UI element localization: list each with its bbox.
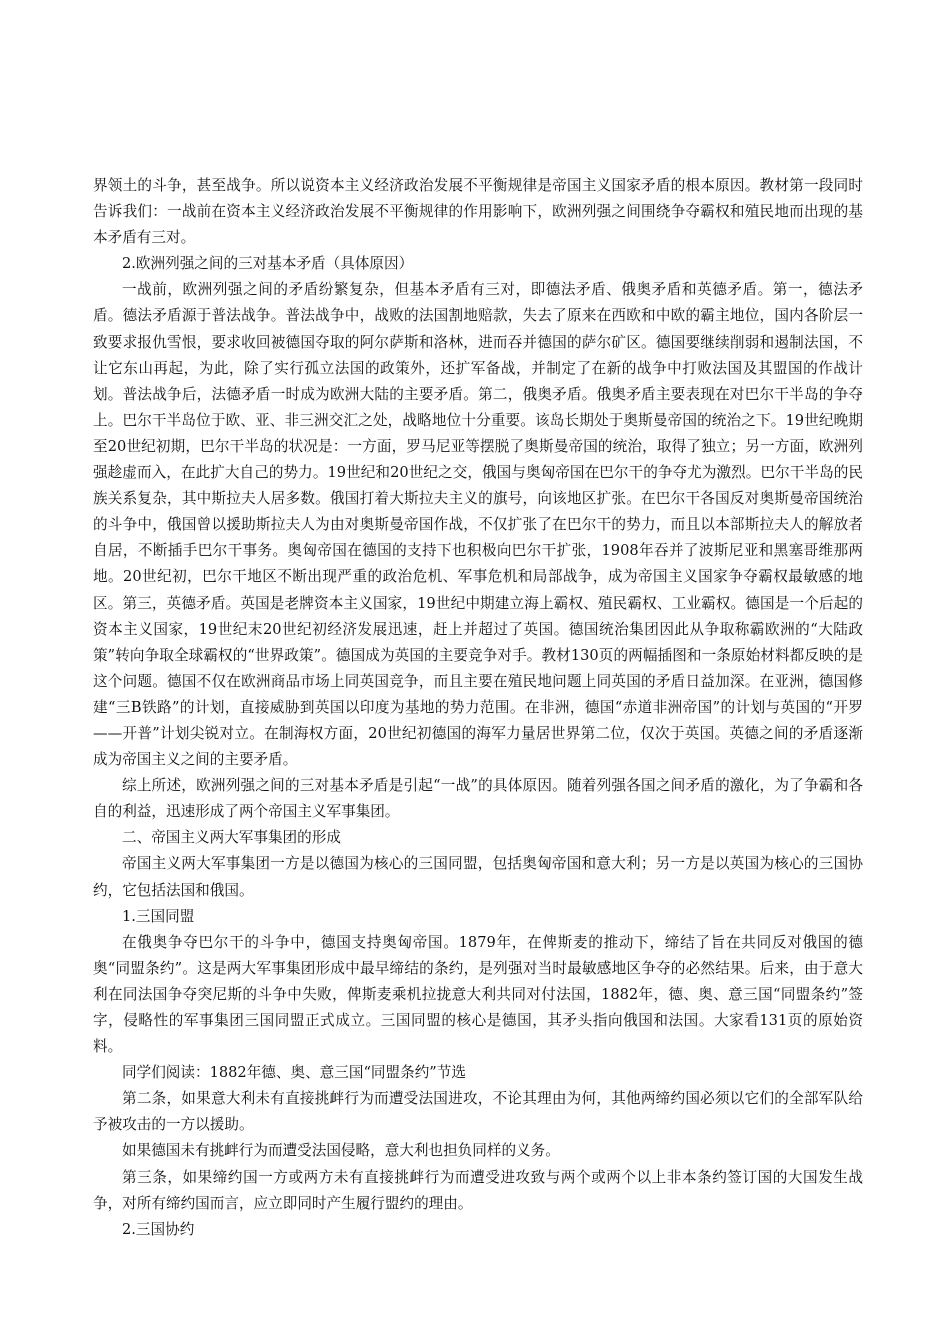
subheading-triple-entente: 2.三国协约 — [122, 1220, 195, 1238]
subheading-three-contradictions: 2.欧洲列强之间的三对基本矛盾（具体原因） — [122, 255, 414, 273]
subheading-triple-alliance: 1.三国同盟 — [122, 907, 195, 925]
paragraph-treaty-article-2: 第二条，如果意大利未有直接挑衅行为而遭受法国进攻，不论其理由为何，其他两缔约国必须以它们的全部军队给予被攻击的一方以援助。 — [93, 1090, 863, 1134]
paragraph-reading-prompt: 同学们阅读：1882年德、奥、意三国“同盟条约”节选 — [122, 1064, 466, 1082]
paragraph-continuation: 界领土的斗争，甚至战争。所以说资本主义经济政治发展不平衡规律是帝国主义国家矛盾的根本原因。教材第一段同时告诉我们：一战前在资本主义经济政治发展不平衡规律的作用影响下，欧洲列强之间围绕争夺霸权和殖民地而出现的基本矛盾有三对。 — [93, 177, 863, 247]
paragraph-summary: 综上所述，欧洲列强之间的三对基本矛盾是引起“一战”的具体原因。随着列强各国之间矛盾的激化，为了争霸和各自的利益，迅速形成了两个帝国主义军事集团。 — [93, 777, 863, 821]
paragraph-treaty-article-3: 第三条，如果缔约国一方或两方未有直接挑衅行为而遭受进攻致与两个或两个以上非本条约签订国的大国发生战争，对所有缔约国而言，应立即同时产生履行盟约的理由。 — [93, 1168, 863, 1212]
paragraph-treaty-article-2-cont: 如果德国未有挑衅行为而遭受法国侵略，意大利也担负同样的义务。 — [122, 1142, 560, 1160]
section-heading-military-blocs: 二、帝国主义两大军事集团的形成 — [122, 829, 341, 847]
document-body — [93, 173, 863, 1243]
paragraph-military-blocs: 帝国主义两大军事集团一方是以德国为核心的三国同盟，包括奥匈帝国和意大利；另一方是以英国为核心的三国协约，它包括法国和俄国。 — [93, 855, 863, 899]
paragraph-triple-alliance: 在俄奥争夺巴尔干的斗争中，德国支持奥匈帝国。1879年，在俾斯麦的推动下，缔结了旨在共同反对俄国的德奥“同盟条约”。这是两大军事集团形成中最早缔结的条约，是列强对当时最敏感地区争夺的必然结果。后来，由于意大利在同法国争夺突尼斯的斗争中失败，俾斯麦乘机拉拢意大利共同对付法国，1882年，德、奥、意三国“同盟条约”签字，侵略性的军事集团三国同盟正式成立。三国同盟的核心是德国，其矛头指向俄国和法国。大家看131页的原始资料。 — [93, 933, 863, 1056]
paragraph-contradictions-detail: 一战前，欧洲列强之间的矛盾纷繁复杂，但基本矛盾有三对，即德法矛盾、俄奥矛盾和英德矛盾。第一，德法矛盾。德法矛盾源于普法战争。普法战争中，战败的法国割地赔款，失去了原来在西欧和中欧的霸主地位，国内各阶层一致要求报仇雪恨，要求收回被德国夺取的阿尔萨斯和洛林，进而吞并德国的萨尔矿区。德国要继续削弱和遏制法国，不让它东山再起，为此，除了实行孤立法国的政策外，还扩军备战，并制定了在新的战争中打败法国及其盟国的作战计划。普法战争后，法德矛盾一时成为欧洲大陆的主要矛盾。第二，俄奥矛盾。俄奥矛盾主要表现在对巴尔干半岛的争夺上。巴尔干半岛位于欧、亚、非三洲交汇之处，战略地位十分重要。该岛长期处于奥斯曼帝国的统治之下。19世纪晚期至20世纪初期，巴尔干半岛的状况是：一方面，罗马尼亚等摆脱了奥斯曼帝国的统治，取得了独立；另一方面，欧洲列强趁虚而入，在此扩大自己的势力。19世纪和20世纪之交，俄国与奥匈帝国在巴尔干的争夺尤为激烈。巴尔干半岛的民族关系复杂，其中斯拉夫人居多数。俄国打着大斯拉夫主义的旗号，向该地区扩张。在巴尔干各国反对奥斯曼帝国统治的斗争中，俄国曾以援助斯拉夫人为由对奥斯曼帝国作战，不仅扩张了在巴尔干的势力，而且以本部斯拉夫人的解放者自居，不断插手巴尔干事务。奥匈帝国在德国的支持下也积极向巴尔干扩张，1908年吞并了波斯尼亚和黑塞哥维那两地。20世纪初，巴尔干地区不断出现严重的政治危机、军事危机和局部战争，成为帝国主义国家争夺霸权最敏感的地区。第三，英德矛盾。英国是老牌资本主义国家，19世纪中期建立海上霸权、殖民霸权、工业霸权。德国是一个后起的资本主义国家，19世纪末20世纪初经济发展迅速，赶上并超过了英国。德国统治集团因此从争取称霸欧洲的“大陆政策”转向争取全球霸权的“世界政策”。德国成为英国的主要竞争对手。教材130页的两幅插图和一条原始材料都反映的是这个问题。德国不仅在欧洲商品市场上同英国竞争，而且主要在殖民地问题上同英国的矛盾日益加深。在亚洲，德国修建“三B铁路”的计划，直接威胁到英国以印度为基地的势力范围。在非洲，德国“赤道非洲帝国”的计划与英国的“开罗——开普”计划尖锐对立。在制海权方面，20世纪初德国的海军力量居世界第二位，仅次于英国。英德之间的矛盾逐渐成为帝国主义之间的主要矛盾。 — [93, 281, 863, 769]
